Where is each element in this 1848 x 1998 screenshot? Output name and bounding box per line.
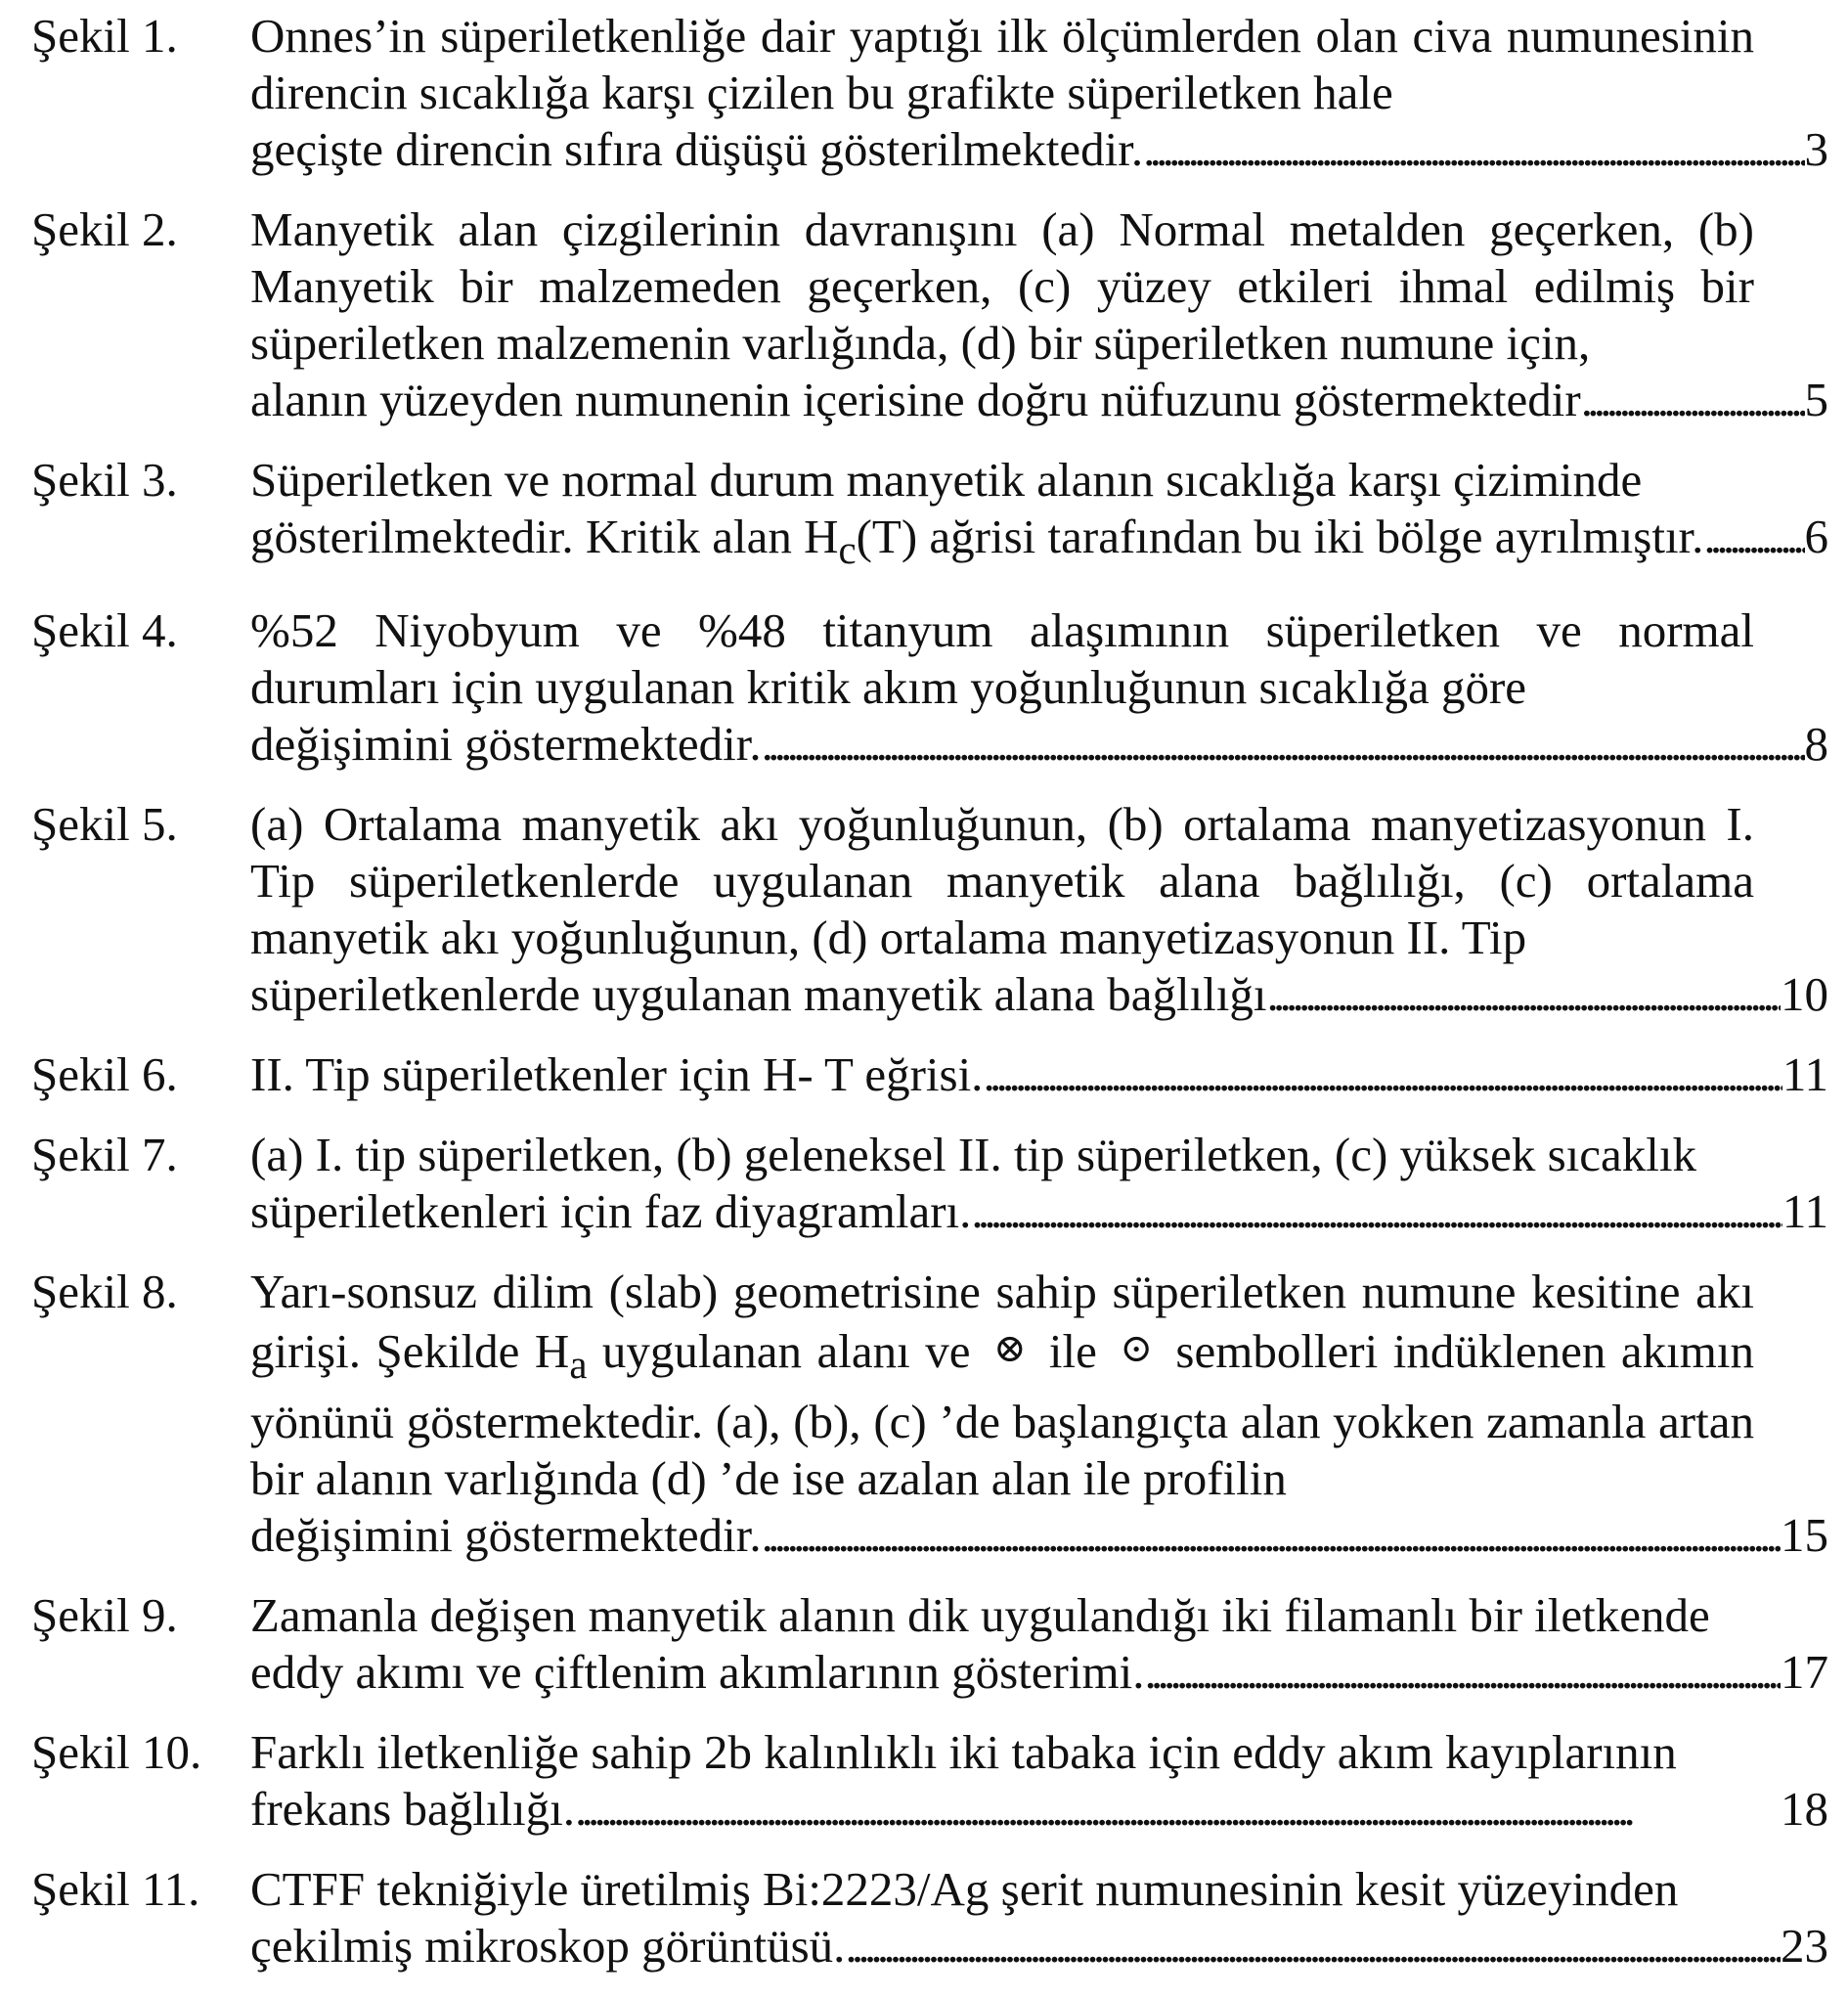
- page-number: 3: [1804, 122, 1828, 176]
- figure-label: Şekil 8.: [31, 1264, 178, 1318]
- figure-caption-end: [250, 509, 1703, 579]
- page-number: 6: [1804, 510, 1828, 563]
- list-of-figures: [31, 8, 1828, 1998]
- dot-leader: [983, 1046, 1782, 1103]
- figure-label: Şekil 9.: [31, 1587, 178, 1642]
- figure-caption: %52 Niyobyum ve %48 titanyum alaşımının süperiletken ve normal durumları için uygulanan kritik akım yoğunluğunun sıcaklığa göre: [250, 602, 1754, 714]
- figure-caption-last-line: [250, 121, 1828, 178]
- figure-entry-7[interactable]: [31, 1127, 1828, 1240]
- dot-leader: [971, 1183, 1782, 1240]
- caption-text: ile: [1034, 1323, 1113, 1378]
- figure-caption-last-line: [250, 716, 1828, 773]
- page-number: 17: [1781, 1644, 1828, 1699]
- figure-caption-end: geçişte direncin sıfıra düşüşü gösterilmektedir.: [250, 122, 1144, 176]
- figure-entry-3[interactable]: [31, 452, 1828, 579]
- figure-caption: Manyetik alan çizgilerinin davranışını (a) Normal metalden geçerken, (b) Manyetik bir malzemeden geçerken, (c) yüzey etkileri ihmal edilmiş bir süperiletken malzemenin varlığında, (d) bir süperiletken numune için,: [250, 202, 1754, 370]
- figure-entry-5[interactable]: [31, 796, 1828, 1023]
- figure-caption-body: [250, 1861, 1828, 1975]
- figure-caption: [250, 1264, 1828, 1507]
- caption-text: uygulanan alanı ve: [587, 1323, 986, 1378]
- figure-caption-body: [250, 1724, 1828, 1838]
- figure-caption-last-line: [250, 1644, 1828, 1701]
- figure-entry-8[interactable]: [31, 1264, 1828, 1564]
- caption-text: Yarı-sonsuz dilim (slab) geometrisine sahip süperiletken numune kesitine akı girişi. Şekilde H: [250, 1264, 1754, 1378]
- figure-entry-11[interactable]: [31, 1861, 1828, 1975]
- figure-caption-end: çekilmiş mikroskop görüntüsü.: [250, 1918, 846, 1973]
- figure-label: Şekil 3.: [31, 453, 178, 507]
- figure-caption-body: [250, 201, 1828, 428]
- figure-caption-body: [250, 1127, 1828, 1240]
- figure-entry-4[interactable]: [31, 602, 1828, 773]
- figure-caption: CTFF tekniğiyle üretilmiş Bi:2223/Ag şerit numunesinin kesit yüzeyinden: [250, 1861, 1679, 1916]
- figure-entry-10[interactable]: [31, 1724, 1828, 1838]
- dot-leader: [1581, 372, 1805, 428]
- figure-caption-end: II. Tip süperiletkenler için H- T eğrisi.: [250, 1046, 984, 1101]
- page-number: 15: [1781, 1507, 1828, 1562]
- figure-caption-last-line: [250, 966, 1828, 1023]
- figure-caption-end: süperiletkenleri için faz diyagramları.: [250, 1183, 972, 1238]
- figure-label: Şekil 2.: [31, 202, 178, 256]
- figure-caption: Süperiletken ve normal durum manyetik alanın sıcaklığa karşı çiziminde: [250, 453, 1643, 507]
- figure-label: Şekil 1.: [31, 9, 178, 63]
- figure-entry-6[interactable]: [31, 1046, 1828, 1103]
- caption-text: (T) ağrisi tarafından bu iki bölge ayrılmıştır.: [856, 510, 1704, 563]
- figure-caption-end: süperiletkenlerde uygulanan manyetik alana bağlılığı: [250, 966, 1267, 1021]
- figure-caption-body: [250, 1587, 1828, 1701]
- figure-caption: Zamanla değişen manyetik alanın dik uygulandığı iki filamanlı bir iletkende: [250, 1587, 1710, 1642]
- figure-entry-2[interactable]: [31, 201, 1828, 428]
- figure-caption-last-line: [250, 1918, 1828, 1975]
- figure-label: Şekil 7.: [31, 1127, 178, 1181]
- figure-label: Şekil 10.: [31, 1724, 202, 1779]
- figure-caption: Farklı iletkenliğe sahip 2b kalınlıklı iki tabaka için eddy akım kayıplarının: [250, 1724, 1677, 1779]
- page-number: 10: [1781, 966, 1828, 1021]
- figure-caption-last-line: [250, 372, 1828, 428]
- figure-entry-9[interactable]: [31, 1587, 1828, 1701]
- dot-leader: [845, 1918, 1781, 1975]
- dot-leader: [575, 1781, 1781, 1838]
- figure-caption-body: [250, 1264, 1828, 1564]
- figure-caption-body: [250, 452, 1828, 579]
- figure-caption-body: [250, 602, 1828, 773]
- current-into-page-icon: ⊗: [992, 1325, 1027, 1370]
- figure-caption-body: [250, 1046, 1828, 1103]
- figure-entry-1[interactable]: [31, 8, 1828, 178]
- subscript-a: a: [569, 1342, 588, 1387]
- subscript-c: c: [838, 527, 857, 572]
- dot-leader: [1703, 509, 1804, 565]
- dot-leader: [1144, 1644, 1781, 1701]
- figure-caption: (a) I. tip süperiletken, (b) geleneksel II. tip süperiletken, (c) yüksek sıcaklık: [250, 1127, 1697, 1181]
- figure-caption-end: frekans bağlılığı.: [250, 1781, 576, 1836]
- figure-caption-last-line: [250, 509, 1828, 579]
- dot-leader: [762, 1507, 1781, 1564]
- caption-text: sembolleri indüklenen akımın yönünü göstermektedir. (a), (b), (c) ’de başlangıçta alan yokken zamanla artan bir alanın varlığında (d) ’de ise azalan alan ile profilin: [250, 1323, 1754, 1505]
- figure-caption: Onnes’in süperiletkenliğe dair yaptığı ilk ölçümlerden olan civa numunesinin direncin sıcaklığa karşı çizilen bu grafikte süperiletken hale: [250, 9, 1754, 119]
- page-number: 11: [1782, 1046, 1828, 1101]
- figure-caption: (a) Ortalama manyetik akı yoğunluğunun, (b) ortalama manyetizasyonun I. Tip süperiletkenlerde uygulanan manyetik alana bağlılığı, (c) ortalama manyetik akı yoğunluğunun, (d) ortalama manyetizasyonun II. Tip: [250, 796, 1754, 964]
- figure-label: Şekil 5.: [31, 796, 178, 851]
- figure-caption-end: eddy akımı ve çiftlenim akımlarının gösterimi.: [250, 1644, 1145, 1699]
- current-out-of-page-icon: ⊙: [1120, 1325, 1153, 1370]
- page-number: 8: [1804, 716, 1828, 771]
- figure-caption-last-line: [250, 1507, 1828, 1564]
- dot-leader: [762, 716, 1805, 773]
- caption-text: gösterilmektedir. Kritik alan H: [250, 510, 839, 563]
- dot-leader: [1143, 121, 1804, 178]
- page-number: 23: [1781, 1918, 1828, 1973]
- dot-leader: [1267, 966, 1781, 1023]
- figure-label: Şekil 4.: [31, 602, 178, 657]
- figure-caption-last-line: [250, 1183, 1828, 1240]
- figure-caption-end: değişimini göstermektedir.: [250, 716, 762, 771]
- figure-caption-end: değişimini göstermektedir.: [250, 1507, 762, 1562]
- figure-caption-last-line: [250, 1046, 1828, 1103]
- figure-caption-end: alanın yüzeyden numunenin içerisine doğru nüfuzunu göstermektedir: [250, 373, 1581, 426]
- figure-label: Şekil 6.: [31, 1046, 178, 1101]
- figure-caption-body: [250, 796, 1828, 1023]
- page-number: 5: [1804, 373, 1828, 426]
- figure-label: Şekil 11.: [31, 1861, 200, 1916]
- page-number: 18: [1781, 1781, 1828, 1836]
- page-number: 11: [1782, 1183, 1828, 1238]
- figure-caption-last-line: [250, 1781, 1828, 1838]
- figure-caption-body: [250, 8, 1828, 178]
